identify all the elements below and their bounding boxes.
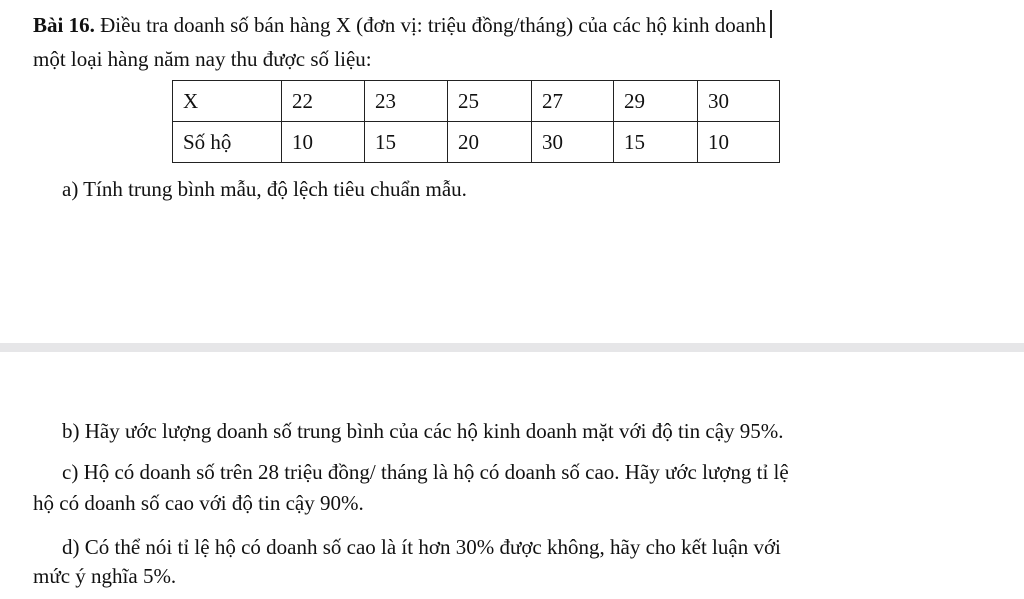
table-cell: 29 xyxy=(614,81,698,122)
question-c-line1: c) Hộ có doanh số trên 28 triệu đồng/ tháng là hộ có doanh số cao. Hãy ước lượng tỉ lệ xyxy=(62,460,789,484)
page-separator xyxy=(0,343,1024,352)
question-c-line2: hộ có doanh số cao với độ tin cậy 90%. xyxy=(33,491,364,515)
problem-intro-text: Điều tra doanh số bán hàng X (đơn vị: triệu đồng/tháng) của các hộ kinh doanh xyxy=(94,13,767,37)
table-cell: 15 xyxy=(614,122,698,163)
text-cursor xyxy=(770,10,772,38)
question-a: a) Tính trung bình mẫu, độ lệch tiêu chuẩn mẫu. xyxy=(62,177,467,201)
problem-intro-line1 xyxy=(33,10,772,38)
table-cell: Số hộ xyxy=(173,122,282,163)
table-cell: 23 xyxy=(365,81,448,122)
table-cell: 27 xyxy=(532,81,614,122)
table-row xyxy=(173,81,780,122)
question-b: b) Hãy ước lượng doanh số trung bình của các hộ kinh doanh mặt với độ tin cậy 95%. xyxy=(62,419,784,443)
table-cell: 10 xyxy=(282,122,365,163)
table-cell: X xyxy=(173,81,282,122)
table-cell: 10 xyxy=(698,122,780,163)
table-cell: 25 xyxy=(448,81,532,122)
table-cell: 22 xyxy=(282,81,365,122)
table-row xyxy=(173,122,780,163)
table-cell: 20 xyxy=(448,122,532,163)
problem-label: Bài 16. xyxy=(33,13,95,37)
question-d-line1: d) Có thể nói tỉ lệ hộ có doanh số cao là ít hơn 30% được không, hãy cho kết luận với xyxy=(62,535,781,559)
data-table xyxy=(172,80,780,163)
table-cell: 30 xyxy=(532,122,614,163)
table-cell: 30 xyxy=(698,81,780,122)
problem-intro-line2: một loại hàng năm nay thu được số liệu: xyxy=(33,47,372,71)
question-d-line2: mức ý nghĩa 5%. xyxy=(33,564,177,588)
table-cell: 15 xyxy=(365,122,448,163)
